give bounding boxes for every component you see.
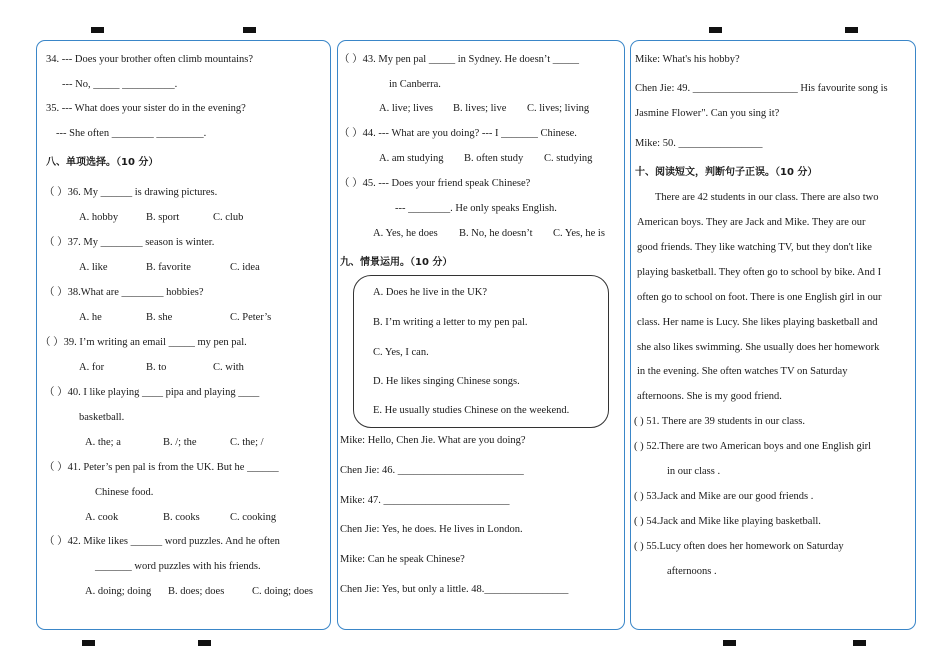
options-45 xyxy=(373,227,605,240)
question-35: 35. --- What does your sister do in the evening? xyxy=(46,103,246,114)
question-42: （ ）42. Mike likes ______ word puzzles. And he often xyxy=(44,536,280,547)
question-44: （ ）44. --- What are you doing? --- I _______ Chinese. xyxy=(339,128,577,139)
section-8-heading: 八、单项选择。（10 分） xyxy=(46,157,159,168)
options-38 xyxy=(79,311,271,324)
option: B. to xyxy=(146,362,167,373)
passage-line: afternoons. She is my good friend. xyxy=(637,391,782,402)
dialogue-line: Mike: Hello, Chen Jie. What are you doing? xyxy=(340,435,526,446)
option: B. /; the xyxy=(163,437,197,448)
option: B. sport xyxy=(146,212,180,223)
question-40-continued: basketball. xyxy=(79,412,125,423)
option: C. studying xyxy=(544,153,593,164)
passage-line: in the evening. She often watches TV on Saturday xyxy=(637,366,848,377)
options-36 xyxy=(79,211,243,224)
options-43 xyxy=(379,102,589,115)
dialogue-line: Jasmine Flower". Can you sing it? xyxy=(635,108,780,119)
registration-mark xyxy=(845,27,858,33)
option: B. lives; live xyxy=(453,103,507,114)
answer-line-35: --- She often ________ _________. xyxy=(56,128,207,139)
box-option-d: D. He likes singing Chinese songs. xyxy=(373,376,520,387)
passage-line: playing basketball. They often go to school by bike. And I xyxy=(637,267,882,278)
box-option-b: B. I’m writing a letter to my pen pal. xyxy=(373,317,528,328)
option: B. No, he doesn’t xyxy=(459,228,533,239)
options-42 xyxy=(85,585,313,598)
question-40: （ ）40. I like playing ____ pipa and playing ____ xyxy=(44,387,260,398)
registration-mark xyxy=(853,640,866,646)
registration-mark xyxy=(709,27,722,33)
question-39: （ ）39. I’m writing an email _____ my pen pal. xyxy=(40,337,247,348)
option: C. Peter’s xyxy=(230,312,272,323)
options-40 xyxy=(85,436,264,449)
question-45-continued: --- ________. He only speaks English. xyxy=(395,203,557,214)
options-44 xyxy=(379,152,592,165)
question-51: ( ) 51. There are 39 students in our class. xyxy=(634,416,805,427)
option: C. the; / xyxy=(230,437,264,448)
registration-mark xyxy=(91,27,104,33)
option: C. cooking xyxy=(230,512,277,523)
question-38: （ ）38.What are ________ hobbies? xyxy=(44,287,204,298)
option: A. doing; doing xyxy=(85,586,152,597)
dialogue-line: Chen Jie: 46. ________________________ xyxy=(340,465,524,476)
question-41: （ ）41. Peter’s pen pal is from the UK. But he ______ xyxy=(44,462,279,473)
question-43: （ ）43. My pen pal _____ in Sydney. He doesn’t _____ xyxy=(339,54,580,65)
answer-line-34: --- No, _____ __________. xyxy=(62,79,178,90)
option: C. lives; living xyxy=(527,103,590,114)
question-34: 34. --- Does your brother often climb mountains? xyxy=(46,54,254,65)
dialogue-line: Mike: What's his hobby? xyxy=(635,54,740,65)
question-52-continued: in our class . xyxy=(667,466,721,477)
section-10-heading: 十、阅读短文，判断句子正误。（10 分） xyxy=(635,167,818,178)
option: B. often study xyxy=(464,153,524,164)
option: C. idea xyxy=(230,262,260,273)
passage-line: often go to school on foot. There is one English girl in our xyxy=(637,292,882,303)
option: A. he xyxy=(79,312,102,323)
option: C. doing; does xyxy=(252,586,313,597)
passage-line: American boys. They are Jack and Mike. They are our xyxy=(637,217,866,228)
option: C. with xyxy=(213,362,244,373)
passage-line: she also likes swimming. She usually does her homework xyxy=(637,342,880,353)
section-9-heading: 九、情景运用。（10 分） xyxy=(340,257,453,268)
registration-mark xyxy=(723,640,736,646)
registration-mark xyxy=(82,640,95,646)
question-42-continued: _______ word puzzles with his friends. xyxy=(95,561,261,572)
question-55-continued: afternoons . xyxy=(667,566,717,577)
dialogue-line: Mike: 50. ________________ xyxy=(635,138,763,149)
option: B. cooks xyxy=(163,512,200,523)
option: A. Yes, he does xyxy=(373,228,438,239)
option: B. favorite xyxy=(146,262,191,273)
options-39 xyxy=(79,361,244,374)
question-37: （ ）37. My ________ season is winter. xyxy=(44,237,215,248)
passage-line: class. Her name is Lucy. She likes playing basketball and xyxy=(637,317,878,328)
dialogue-line: Mike: 47. ________________________ xyxy=(340,495,510,506)
question-36: （ ）36. My ______ is drawing pictures. xyxy=(44,187,218,198)
dialogue-line: Chen Jie: Yes, he does. He lives in London. xyxy=(340,524,523,535)
dialogue-line: Chen Jie: 49. ____________________ His favourite song is xyxy=(635,83,888,94)
option: A. live; lives xyxy=(379,103,433,114)
question-53: ( ) 53.Jack and Mike are our good friends . xyxy=(634,491,814,502)
options-41 xyxy=(85,511,276,524)
question-54: ( ) 54.Jack and Mike like playing basketball. xyxy=(634,516,821,527)
registration-mark xyxy=(198,640,211,646)
box-option-a: A. Does he live in the UK? xyxy=(373,287,488,298)
option: A. am studying xyxy=(379,153,444,164)
options-37 xyxy=(79,261,260,274)
dialogue-line: Chen Jie: Yes, but only a little. 48.________________ xyxy=(340,584,569,595)
dialogue-line: Mike: Can he speak Chinese? xyxy=(340,554,465,565)
option: C. club xyxy=(213,212,244,223)
box-option-c: C. Yes, I can. xyxy=(373,347,429,358)
passage-line: There are 42 students in our class. There are also two xyxy=(655,192,879,203)
option: C. Yes, he is xyxy=(553,228,605,239)
option: A. for xyxy=(79,362,105,373)
option: B. she xyxy=(146,312,173,323)
option: A. like xyxy=(79,262,108,273)
option: A. hobby xyxy=(79,212,119,223)
box-option-e: E. He usually studies Chinese on the weekend. xyxy=(373,405,570,416)
option: B. does; does xyxy=(168,586,225,597)
passage-line: good friends. They like watching TV, but they don't like xyxy=(637,242,872,253)
option: A. the; a xyxy=(85,437,121,448)
question-41-continued: Chinese food. xyxy=(95,487,154,498)
question-55: ( ) 55.Lucy often does her homework on Saturday xyxy=(634,541,844,552)
option: A. cook xyxy=(85,512,119,523)
question-52: ( ) 52.There are two American boys and one English girl xyxy=(634,441,872,452)
question-45: （ ）45. --- Does your friend speak Chinese? xyxy=(339,178,531,189)
question-43-continued: in Canberra. xyxy=(389,79,441,90)
registration-mark xyxy=(243,27,256,33)
